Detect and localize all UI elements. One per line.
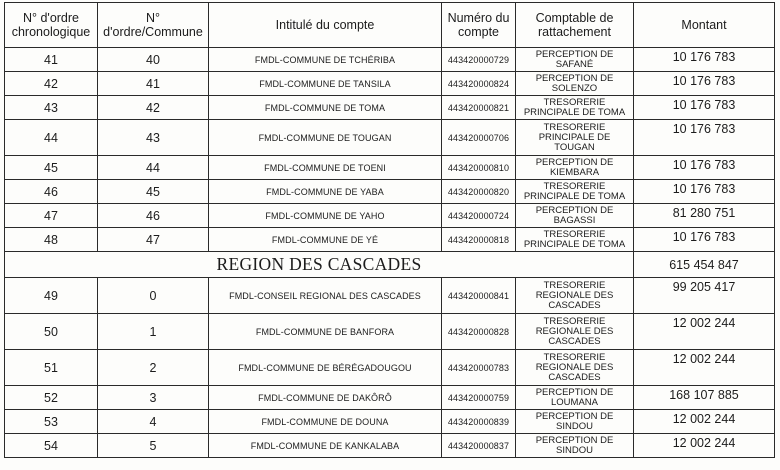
- cell-chrono: 53: [5, 410, 98, 434]
- cell-comptable: PERCEPTION DE SAFANÉ: [516, 48, 634, 72]
- cell-comptable: PERCEPTION DE SINDOU: [516, 410, 634, 434]
- header-ordre-chronologique: N° d'ordre chronologique: [5, 3, 98, 48]
- cell-chrono: 47: [5, 204, 98, 228]
- cell-montant: 10 176 783: [634, 72, 775, 96]
- cell-comptable: TRESORERIE REGIONALE DES CASCADES: [516, 278, 634, 314]
- cell-comptable: TRESORERIE REGIONALE DES CASCADES: [516, 350, 634, 386]
- cell-compte: 443420000820: [442, 180, 516, 204]
- cell-intitule: FMDL-COMMUNE DE BANFORA: [209, 314, 442, 350]
- cell-intitule: FMDL-COMMUNE DE KANKALABA: [209, 434, 442, 458]
- table-row: [5, 434, 775, 458]
- cell-commune: 45: [98, 180, 209, 204]
- cell-commune: 41: [98, 72, 209, 96]
- cell-chrono: 41: [5, 48, 98, 72]
- cell-montant: 12 002 244: [634, 410, 775, 434]
- header-numero: Numéro du compte: [442, 3, 516, 48]
- cell-commune: 43: [98, 120, 209, 156]
- table-row: [5, 96, 775, 120]
- cell-compte: 443420000839: [442, 410, 516, 434]
- cell-comptable: TRESORERIE PRINCIPALE DE TOMA: [516, 96, 634, 120]
- cell-comptable: TRESORERIE PRINCIPALE DE TOMA: [516, 228, 634, 252]
- cell-comptable: PERCEPTION DE SOLENZO: [516, 72, 634, 96]
- cell-compte: 443420000818: [442, 228, 516, 252]
- cell-montant: 81 280 751: [634, 204, 775, 228]
- cell-commune: 0: [98, 278, 209, 314]
- cell-compte: 443420000810: [442, 156, 516, 180]
- cell-compte: 443420000783: [442, 350, 516, 386]
- cell-chrono: 50: [5, 314, 98, 350]
- cell-comptable: PERCEPTION DE BAGASSI: [516, 204, 634, 228]
- table-header-row: [5, 3, 775, 48]
- cell-intitule: FMDL-COMMUNE DE TCHÉRIBA: [209, 48, 442, 72]
- cell-montant: 99 205 417: [634, 278, 775, 314]
- cell-commune: 42: [98, 96, 209, 120]
- table-row: [5, 204, 775, 228]
- cell-chrono: 44: [5, 120, 98, 156]
- cell-intitule: FMDL-COMMUNE DE BÉRÉGADOUGOU: [209, 350, 442, 386]
- table-row: [5, 72, 775, 96]
- cell-montant: 12 002 244: [634, 314, 775, 350]
- table-row: [5, 410, 775, 434]
- cell-intitule: FMDL-COMMUNE DE YAHO: [209, 204, 442, 228]
- header-montant: Montant: [634, 3, 775, 48]
- cell-intitule: FMDL-COMMUNE DE TOMA: [209, 96, 442, 120]
- cell-compte: 443420000821: [442, 96, 516, 120]
- cell-compte: 443420000759: [442, 386, 516, 410]
- cell-compte: 443420000724: [442, 204, 516, 228]
- cell-compte: 443420000729: [442, 48, 516, 72]
- cell-chrono: 45: [5, 156, 98, 180]
- cell-commune: 5: [98, 434, 209, 458]
- cell-chrono: 46: [5, 180, 98, 204]
- cell-compte: 443420000828: [442, 314, 516, 350]
- header-comptable: Comptable de rattachement: [516, 3, 634, 48]
- cell-commune: 47: [98, 228, 209, 252]
- cell-compte: 443420000837: [442, 434, 516, 458]
- cell-compte: 443420000706: [442, 120, 516, 156]
- table-row: [5, 314, 775, 350]
- cell-commune: 1: [98, 314, 209, 350]
- cell-chrono: 54: [5, 434, 98, 458]
- cell-comptable: PERCEPTION DE LOUMANA: [516, 386, 634, 410]
- cell-chrono: 48: [5, 228, 98, 252]
- cell-commune: 3: [98, 386, 209, 410]
- cell-chrono: 49: [5, 278, 98, 314]
- table-row: [5, 48, 775, 72]
- cell-chrono: 43: [5, 96, 98, 120]
- cell-intitule: FMDL-COMMUNE DE TANSILA: [209, 72, 442, 96]
- cell-intitule: FMDL-COMMUNE DE DOUNA: [209, 410, 442, 434]
- cell-montant: 10 176 783: [634, 228, 775, 252]
- cell-comptable: TRESORERIE PRINCIPALE DE TOMA: [516, 180, 634, 204]
- cell-montant: 12 002 244: [634, 434, 775, 458]
- table-row: [5, 386, 775, 410]
- region-row: [5, 252, 775, 278]
- cell-intitule: FMDL-COMMUNE DE YABA: [209, 180, 442, 204]
- cell-chrono: 42: [5, 72, 98, 96]
- region-title: REGION DES CASCADES: [5, 252, 634, 278]
- cell-comptable: TRESORERIE PRINCIPALE DE TOUGAN: [516, 120, 634, 156]
- cell-compte: 443420000841: [442, 278, 516, 314]
- cell-commune: 4: [98, 410, 209, 434]
- cell-montant: 168 107 885: [634, 386, 775, 410]
- table-row: [5, 350, 775, 386]
- table-row: [5, 120, 775, 156]
- cell-montant: 10 176 783: [634, 96, 775, 120]
- accounts-table: [4, 2, 775, 458]
- cell-montant: 10 176 783: [634, 180, 775, 204]
- cell-montant: 10 176 783: [634, 156, 775, 180]
- cell-compte: 443420000824: [442, 72, 516, 96]
- header-intitule: Intitulé du compte: [209, 3, 442, 48]
- table-row: [5, 180, 775, 204]
- cell-commune: 46: [98, 204, 209, 228]
- cell-montant: 12 002 244: [634, 350, 775, 386]
- cell-comptable: PERCEPTION DE SINDOU: [516, 434, 634, 458]
- header-ordre-commune: N° d'ordre/Commune: [98, 3, 209, 48]
- cell-commune: 40: [98, 48, 209, 72]
- cell-montant: 10 176 783: [634, 48, 775, 72]
- cell-montant: 10 176 783: [634, 120, 775, 156]
- cell-chrono: 52: [5, 386, 98, 410]
- cell-intitule: FMDL-CONSEIL REGIONAL DES CASCADES: [209, 278, 442, 314]
- cell-intitule: FMDL-COMMUNE DE TOENI: [209, 156, 442, 180]
- region-total: 615 454 847: [634, 252, 775, 278]
- cell-intitule: FMDL-COMMUNE DE YÉ: [209, 228, 442, 252]
- cell-commune: 2: [98, 350, 209, 386]
- cell-chrono: 51: [5, 350, 98, 386]
- cell-commune: 44: [98, 156, 209, 180]
- cell-intitule: FMDL-COMMUNE DE DAKÔRÔ: [209, 386, 442, 410]
- cell-comptable: TRESORERIE REGIONALE DES CASCADES: [516, 314, 634, 350]
- table-row: [5, 278, 775, 314]
- table-row: [5, 228, 775, 252]
- table-row: [5, 156, 775, 180]
- cell-intitule: FMDL-COMMUNE DE TOUGAN: [209, 120, 442, 156]
- cell-comptable: PERCEPTION DE KIEMBARA: [516, 156, 634, 180]
